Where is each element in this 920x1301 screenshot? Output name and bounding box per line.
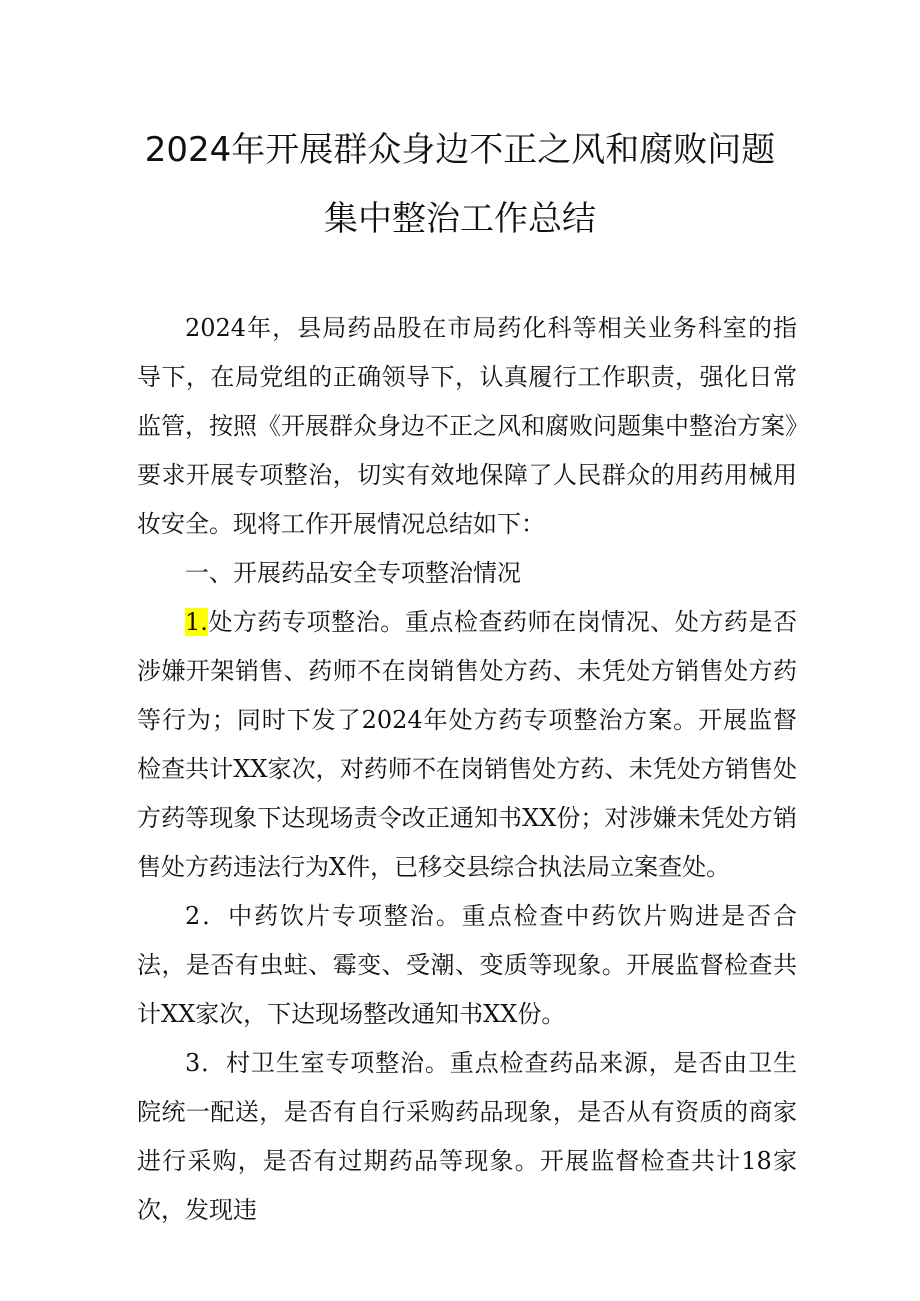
item2-paragraph: 2．中药饮片专项整治。重点检查中药饮片购进是否合法，是否有虫蛀、霉变、受潮、变质等现象。开展监督检查共计XX家次，下达现场整改通知书XX份。 <box>137 902 797 1028</box>
document-title-line2: 集中整治工作总结 <box>324 199 596 239</box>
item1-text: 处方药专项整治。重点检查药师在岗情况、处方药是否涉嫌开架销售、药师不在岗销售处方药、未凭处方销售处方药等行为；同时下发了2024年处方药专项整治方案。开展监督检查共计XX家次，对药师不在岗销售处方药、未凭处方销售处方药等现象下达现场责令改正通知书XX份；对涉嫌未凭处方销售处方药违法行为X件，已移交县综合执法局立案查处。 <box>137 608 797 881</box>
intro-paragraph: 2024年，县局药品股在市局药化科等相关业务科室的指导下，在局党组的正确领导下，认真履行工作职责，强化日常监管，按照《开展群众身边不正之风和腐败问题集中整治方案》要求开展专项整治，切实有效地保障了人民群众的用药用械用妆安全。现将工作开展情况总结如下： <box>137 314 797 538</box>
item1-paragraph <box>137 598 797 892</box>
item1-number-highlight: 1. <box>185 608 208 636</box>
item3-paragraph: 3．村卫生室专项整治。重点检查药品来源，是否由卫生院统一配送，是否有自行采购药品现象，是否从有资质的商家进行采购，是否有过期药品等现象。开展监督检查共计18家次，发现违 <box>137 1049 797 1224</box>
section1-heading: 一、开展药品安全专项整治情况 <box>185 559 521 587</box>
document-title-line1: 2024年开展群众身边不正之风和腐败问题 <box>144 130 776 170</box>
document-body <box>137 304 797 1235</box>
